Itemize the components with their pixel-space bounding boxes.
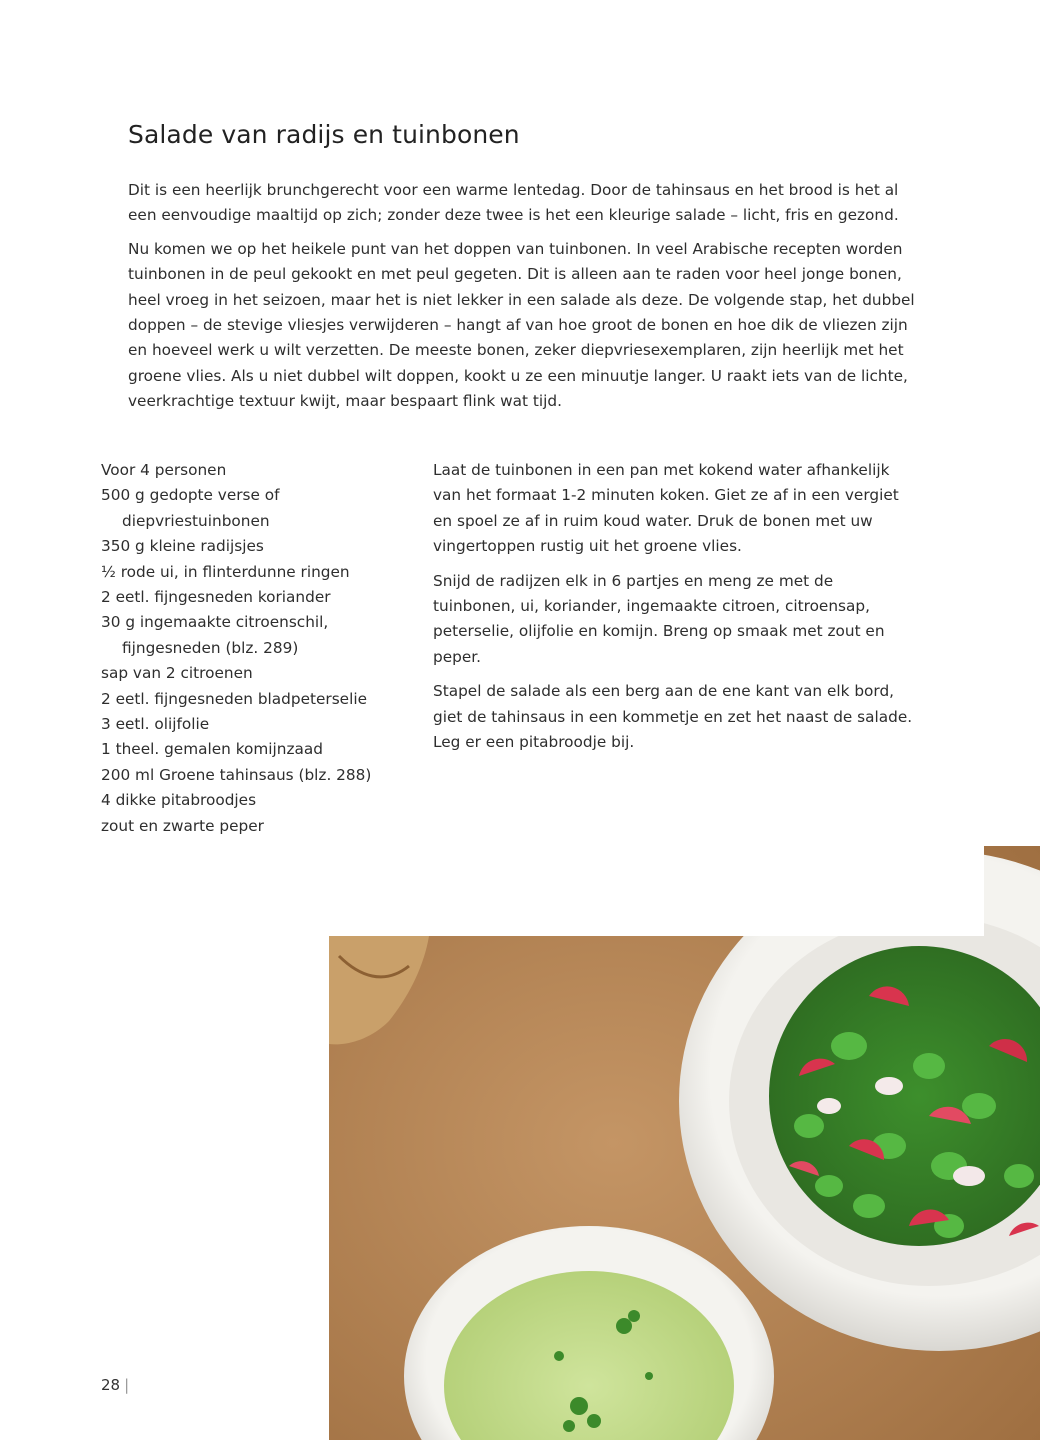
method-step: Stapel de salade als een berg aan de ene kant van elk bord, giet de tahinsaus in een kommetje en zet het naast de salade. Leg er een pitabroodje bij. xyxy=(433,682,913,752)
page-number xyxy=(101,1376,129,1394)
ingredient-item: 3 eetl. olijfolie xyxy=(101,715,210,734)
method-steps xyxy=(433,458,918,764)
ingredient-item: 4 dikke pitabroodjes xyxy=(101,791,257,810)
ingredient-item: 30 g ingemaakte citroenschil, fijngesneden (blz. 289) xyxy=(101,613,329,657)
page-number-value: 28 xyxy=(101,1376,121,1394)
method-step: Laat de tuinbonen in een pan met kokend water afhankelijk van het formaat 1-2 minuten koken. Giet ze af in een vergiet en spoel ze af in ruim koud water. Druk de bonen met uw vingertoppen rustig uit het groene vlies. xyxy=(433,461,899,556)
ingredient-item: 200 ml Groene tahinsaus (blz. 288) xyxy=(101,765,372,784)
ingredient-item: 2 eetl. fijngesneden koriander xyxy=(101,588,331,607)
ingredient-item: 350 g kleine radijsjes xyxy=(101,537,264,556)
ingredient-list xyxy=(101,458,401,839)
page-number-separator: | xyxy=(124,1376,130,1394)
intro-paragraph: Dit is een heerlijk brunchgerecht voor een warme lentedag. Door de tahinsaus en het brood is het al een eenvoudige maaltijd op zich; zonder deze twee is het een kleurige salade – licht, fris en gezond. xyxy=(128,181,899,225)
ingredient-item: 1 theel. gemalen komijnzaad xyxy=(101,740,323,759)
intro-paragraph: Nu komen we op het heikele punt van het doppen van tuinbonen. In veel Arabische recepten worden tuinbonen in de peul gekookt en met peul gegeten. Dit is alleen aan te raden voor heel jonge bonen, heel vroeg in het seizoen, maar het is niet lekker in een salade als deze. De volgende stap, het dubbel doppen – de stevige vliesjes verwijderen – hangt af van hoe groot de bonen en hoe dik de vliezen zijn en hoeveel werk u wilt verzetten. De meeste bonen, zeker diepvriesexemplaren, zijn heerlijk met het groene vlies. Als u niet dubbel wilt doppen, kookt u ze een minuutje langer. U raakt iets van de lichte, veerkrachtige textuur kwijt, maar bespaart flink wat tijd. xyxy=(128,239,915,411)
servings: Voor 4 personen xyxy=(101,461,227,479)
ingredient-item: zout en zwarte peper xyxy=(101,816,264,835)
recipe-title: Salade van radijs en tuinbonen xyxy=(128,120,520,149)
photo-illustration xyxy=(329,846,1040,1440)
ingredient-item: 2 eetl. fijngesneden bladpeterselie xyxy=(101,689,367,708)
method-step: Snijd de radijzen elk in 6 partjes en meng ze met de tuinbonen, ui, koriander, ingemaakte citroen, citroensap, peterselie, olijfolie en komijn. Breng op smaak met zout en peper. xyxy=(433,571,885,666)
recipe-photo xyxy=(329,846,1040,1440)
ingredient-item: ½ rode ui, in flinterdunne ringen xyxy=(101,562,350,581)
intro-text xyxy=(128,178,918,423)
ingredient-item: sap van 2 citroenen xyxy=(101,664,253,683)
ingredient-item: 500 g gedopte verse of diepvriestuinbonen xyxy=(101,486,280,530)
